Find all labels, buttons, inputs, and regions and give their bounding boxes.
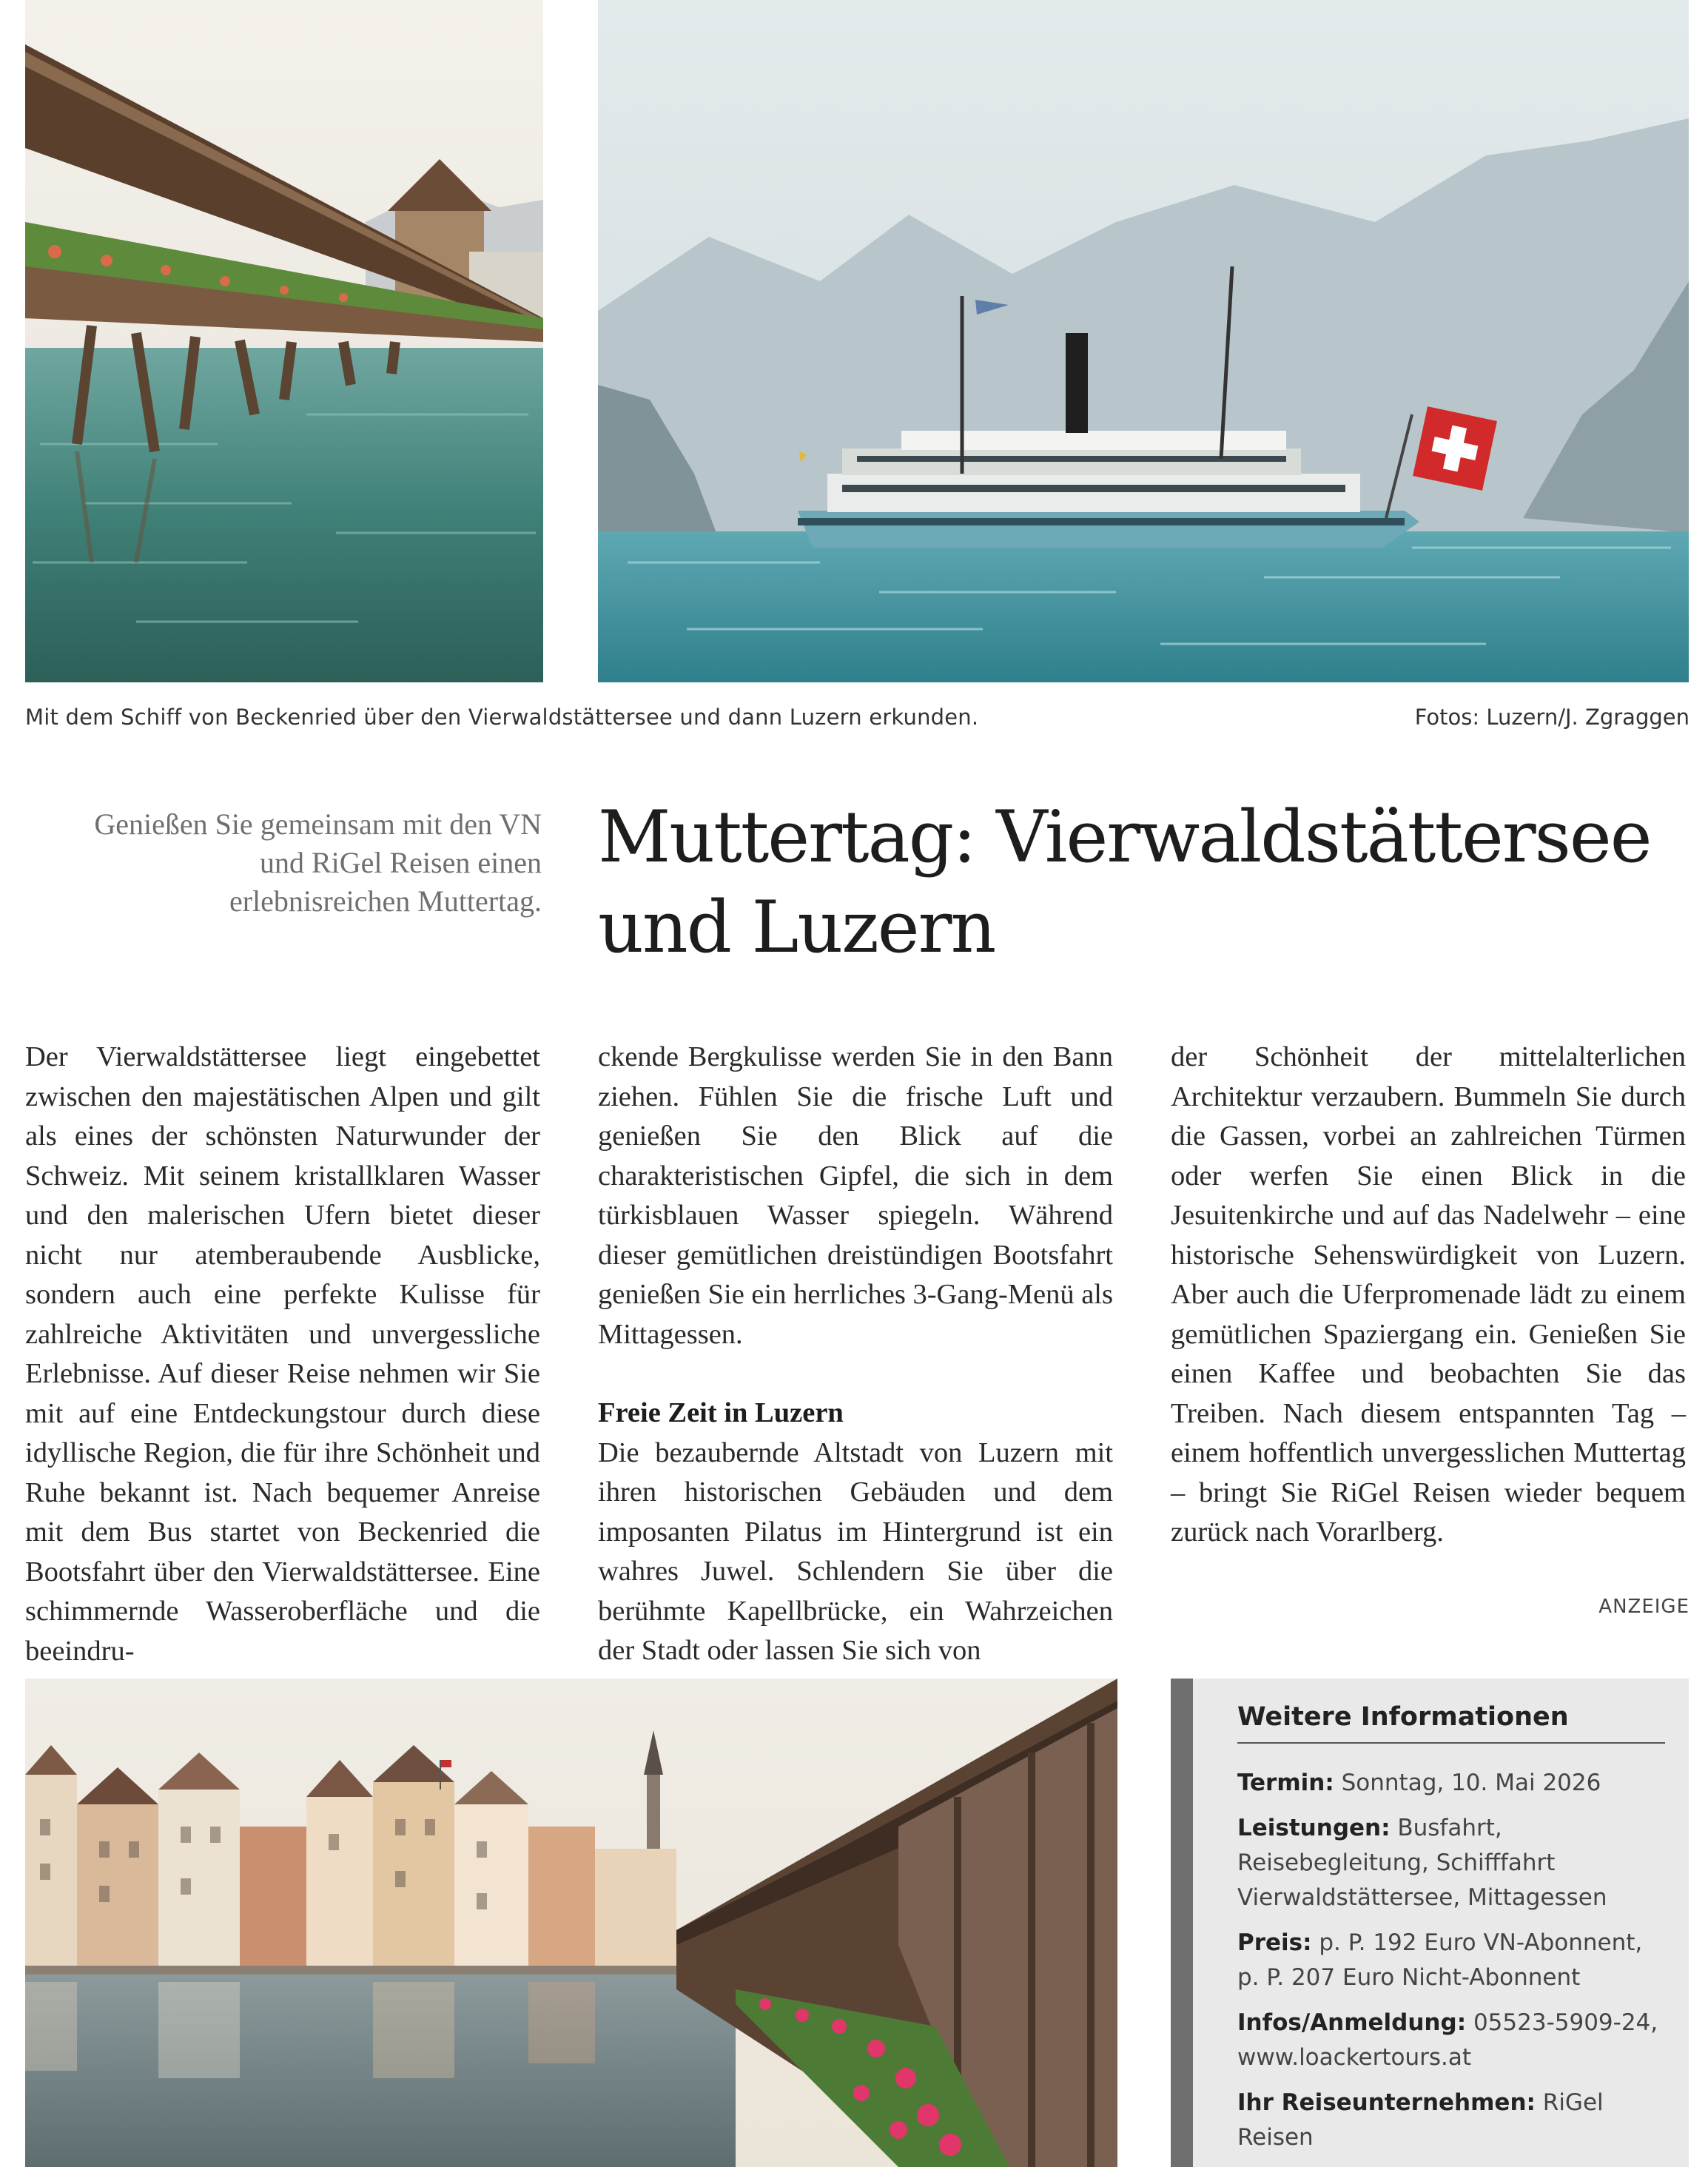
phone-number: 05523-5909-24, (1473, 2009, 1658, 2036)
photo-chapel-bridge (25, 0, 543, 682)
website-link[interactable]: www.loackertours.at (1237, 2044, 1472, 2071)
info-label: Infos/Anmeldung: (1237, 2009, 1467, 2036)
info-label: Preis: (1237, 1929, 1312, 1956)
info-label: Termin: (1237, 1770, 1334, 1796)
info-value: p. P. 192 Euro VN-Abonnent, (1319, 1929, 1643, 1956)
body-paragraph: Die bezaubernde Altstadt von Luzern mit ihren historischen Gebäuden und dem imposanten Pilatus im Hintergrund ist ein wahres Juwel. Schlendern Sie über die berühmte Kapellbrücke, ein Wahrzeichen der Stadt oder lassen Sie sich von (598, 1437, 1113, 1666)
advertisement-label: ANZEIGE (1598, 1596, 1689, 1618)
body-column-3 (1171, 1038, 1686, 1553)
subheading: Freie Zeit in Luzern (598, 1397, 844, 1428)
info-row-anmeldung (1237, 2006, 1665, 2075)
photo-credit: Fotos: Luzern/J. Zgraggen (1414, 705, 1689, 730)
intro-teaser: Genießen Sie gemeinsam mit den VN und RiGel Reisen einen erlebnisreichen Muttertag. (94, 807, 542, 918)
body-paragraph: der Schönheit der mittelalterlichen Architektur verzaubern. Bummeln Sie durch die Gassen, vorbei an zahlreichen Türmen oder werfen Sie einen Blick in die Jesuitenkirche und auf das Nadelwehr – eine historische Sehenswürdigkeit von Luzern. Aber auch die Uferpromenade lädt zu einem gemütlichen Spaziergang ein. Genießen Sie einen Kaffee und beobachten Sie das Treiben. Nach diesem entspannten Tag – einem hoffentlich unvergesslichen Muttertag – bringt Sie RiGel Reisen wieder bequem zurück nach Vorarlberg. (1171, 1041, 1686, 1548)
info-value: Busfahrt, Reisebegleitung, Schifffahrt Vierwaldstättersee, Mittagessen (1237, 1815, 1607, 1911)
info-row-termin (1237, 1766, 1665, 1801)
headline-line-1: Muttertag: Vierwaldstättersee (598, 796, 1651, 878)
body-paragraph: Der Vierwaldstättersee liegt eingebettet zwischen den majestätischen Alpen und gilt als eines der schönsten Naturwunder der Schweiz. Mit seinem kristallklaren Wasser und den malerischen Ufern bietet dieser nicht nur atemberaubende Ausblicke, sondern auch eine perfekte Kulisse für zahlreiche Aktivitäten und unvergessliche Erlebnisse. Auf dieser Reise nehmen wir Sie mit auf eine Entdeckungstour durch diese idyllische Region, die für ihre Schönheit und Ruhe bekannt ist. Nach bequemer Anreise mit dem Bus startet von Beckenried die Bootsfahrt über den Vierwaldstättersee. Eine schimmernde Wasseroberfläche und die beeindru- (25, 1041, 540, 1667)
info-row-veranstalter (1237, 2086, 1665, 2155)
headline (598, 792, 1693, 972)
info-value: p. P. 207 Euro Nicht-Abonnent (1237, 1964, 1581, 1991)
info-value: RiGel Reisen (1237, 2089, 1604, 2151)
info-label: Ihr Reiseunternehmen: (1237, 2089, 1536, 2116)
headline-line-2: und Luzern (598, 886, 995, 969)
info-box-title: Weitere Informationen (1237, 1702, 1665, 1744)
photo-steamship (598, 0, 1689, 682)
body-column-2 (598, 1038, 1113, 1671)
body-column-1 (25, 1038, 540, 1671)
info-label: Leistungen: (1237, 1815, 1391, 1841)
info-row-leistungen (1237, 1811, 1665, 1915)
body-paragraph: ckende Bergkulisse werden Sie in den Bann ziehen. Fühlen Sie die frische Luft und genießen Sie den Blick auf die charakteristischen Gipfel, die sich in dem türkisblauen Wasser spiegeln. Während dieser gemütlichen dreistündigen Bootsfahrt genießen Sie ein herrliches 3-Gang-Menü als Mittagessen. (598, 1041, 1113, 1350)
info-value: Sonntag, 10. Mai 2026 (1341, 1770, 1601, 1796)
info-box (1171, 1679, 1689, 2167)
photo-caption: Mit dem Schiff von Beckenried über den Vierwaldstättersee und dann Luzern erkunden. (25, 705, 979, 730)
info-row-preis (1237, 1926, 1665, 1995)
photo-lucerne-old-town (25, 1679, 1117, 2167)
